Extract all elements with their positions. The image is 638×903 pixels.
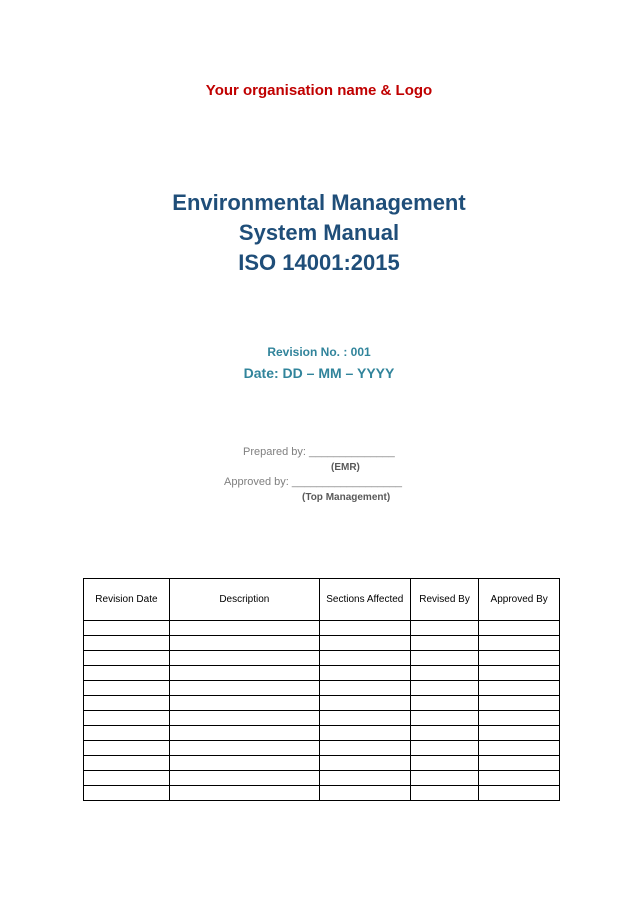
cell-revised-by [410, 711, 479, 726]
cell-approved-by [479, 636, 560, 651]
table-row [84, 756, 560, 771]
table-row [84, 726, 560, 741]
prepared-by-role: (EMR) [331, 462, 360, 473]
revision-date: Date: DD – MM – YYYY [243, 365, 395, 381]
cell-sections-affected [319, 741, 410, 756]
revision-number: Revision No. : 001 [267, 345, 371, 359]
revision-history-table [83, 578, 560, 801]
approved-by-label: Approved by: __________________ [224, 476, 402, 488]
cell-approved-by [479, 726, 560, 741]
cell-revision-date [84, 741, 170, 756]
cell-revision-date [84, 681, 170, 696]
header-revised-by: Revised By [410, 579, 479, 621]
table-row [84, 696, 560, 711]
cell-revised-by [410, 786, 479, 801]
table-row [84, 786, 560, 801]
title-line-1: Environmental Management [172, 190, 466, 215]
cell-description [169, 726, 319, 741]
table-row [84, 651, 560, 666]
cell-revision-date [84, 621, 170, 636]
cell-revised-by [410, 726, 479, 741]
cell-sections-affected [319, 786, 410, 801]
header-approved-by: Approved By [479, 579, 560, 621]
document-title [0, 188, 638, 278]
organisation-name: Your organisation name & Logo [205, 82, 433, 99]
cell-approved-by [479, 651, 560, 666]
cell-sections-affected [319, 711, 410, 726]
cell-sections-affected [319, 681, 410, 696]
cell-revision-date [84, 666, 170, 681]
cell-description [169, 621, 319, 636]
table-row [84, 741, 560, 756]
cell-revision-date [84, 651, 170, 666]
cell-revised-by [410, 651, 479, 666]
cell-revised-by [410, 636, 479, 651]
cell-approved-by [479, 786, 560, 801]
cell-approved-by [479, 681, 560, 696]
table-body [84, 621, 560, 801]
cell-approved-by [479, 741, 560, 756]
cell-revision-date [84, 756, 170, 771]
cell-description [169, 786, 319, 801]
cell-sections-affected [319, 651, 410, 666]
cell-sections-affected [319, 666, 410, 681]
header-description: Description [169, 579, 319, 621]
header-revision-date: Revision Date [84, 579, 170, 621]
table-row [84, 666, 560, 681]
table-row [84, 711, 560, 726]
cell-description [169, 651, 319, 666]
cell-revision-date [84, 711, 170, 726]
cell-approved-by [479, 756, 560, 771]
cell-revised-by [410, 621, 479, 636]
cell-revision-date [84, 771, 170, 786]
cell-sections-affected [319, 756, 410, 771]
cell-sections-affected [319, 771, 410, 786]
cell-approved-by [479, 666, 560, 681]
cell-description [169, 681, 319, 696]
title-line-3: ISO 14001:2015 [238, 250, 400, 275]
cell-revised-by [410, 681, 479, 696]
cell-description [169, 696, 319, 711]
cell-approved-by [479, 771, 560, 786]
cell-description [169, 636, 319, 651]
cell-description [169, 756, 319, 771]
table-row [84, 681, 560, 696]
cell-sections-affected [319, 636, 410, 651]
cell-approved-by [479, 621, 560, 636]
cell-approved-by [479, 696, 560, 711]
cell-revised-by [410, 741, 479, 756]
cell-revised-by [410, 666, 479, 681]
cell-revision-date [84, 726, 170, 741]
table-row [84, 621, 560, 636]
cell-sections-affected [319, 621, 410, 636]
table-row [84, 771, 560, 786]
table-header-row [84, 579, 560, 621]
prepared-by-label: Prepared by: ______________ [243, 446, 395, 458]
cell-sections-affected [319, 726, 410, 741]
title-line-2: System Manual [238, 220, 400, 245]
cell-revised-by [410, 771, 479, 786]
cell-description [169, 711, 319, 726]
table-row [84, 636, 560, 651]
cell-description [169, 771, 319, 786]
cell-revised-by [410, 696, 479, 711]
cell-revised-by [410, 756, 479, 771]
cell-sections-affected [319, 696, 410, 711]
cell-description [169, 666, 319, 681]
cell-approved-by [479, 711, 560, 726]
cell-revision-date [84, 786, 170, 801]
cell-description [169, 741, 319, 756]
header-sections-affected: Sections Affected [319, 579, 410, 621]
cell-revision-date [84, 636, 170, 651]
approved-by-role: (Top Management) [302, 492, 391, 503]
cell-revision-date [84, 696, 170, 711]
